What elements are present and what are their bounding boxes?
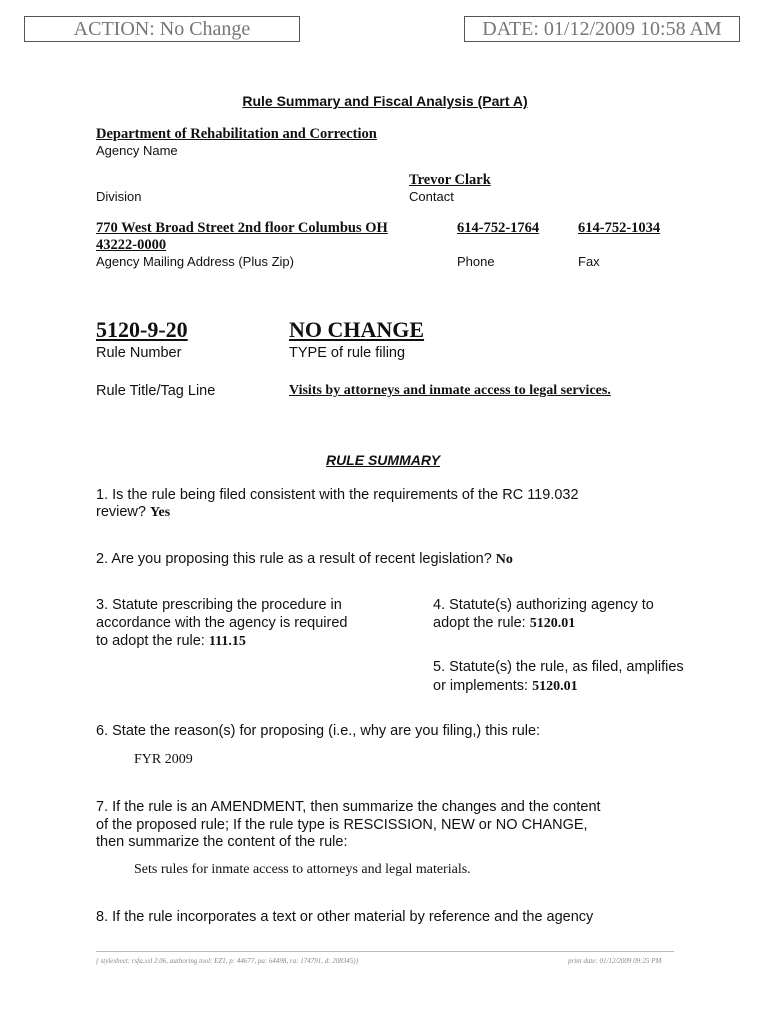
question-5-line2 bbox=[433, 677, 578, 696]
date-box bbox=[464, 16, 740, 42]
date-text: DATE: 01/12/2009 10:58 AM bbox=[482, 18, 722, 40]
contact-name: Trevor Clark bbox=[409, 172, 491, 188]
question-1-line1: 1. Is the rule being filed consistent with the requirements of the RC 119.032 bbox=[96, 487, 579, 503]
agency-name: Department of Rehabilitation and Correction bbox=[96, 126, 377, 142]
phone-label: Phone bbox=[457, 254, 495, 269]
question-2 bbox=[96, 550, 513, 569]
action-text: ACTION: No Change bbox=[73, 18, 251, 40]
question-4-answer: 5120.01 bbox=[529, 616, 576, 631]
question-3-line3 bbox=[96, 632, 246, 651]
rule-title: Visits by attorneys and inmate access to legal services. bbox=[289, 383, 611, 398]
question-7-answer: Sets rules for inmate access to attorneys and legal materials. bbox=[134, 862, 471, 877]
contact-label: Contact bbox=[409, 189, 454, 204]
action-box bbox=[24, 16, 300, 42]
division-label: Division bbox=[96, 189, 142, 204]
question-1-text: review? bbox=[96, 504, 146, 520]
question-4-text: adopt the rule: bbox=[433, 615, 526, 631]
question-1-line2 bbox=[96, 503, 170, 522]
rule-type: NO CHANGE bbox=[289, 317, 425, 342]
rule-type-label: TYPE of rule filing bbox=[289, 345, 406, 361]
rule-summary-heading: RULE SUMMARY bbox=[325, 452, 441, 468]
question-3-answer: 111.15 bbox=[208, 634, 246, 649]
question-2-answer: No bbox=[495, 552, 513, 567]
fax-value: 614-752-1034 bbox=[578, 220, 661, 236]
rule-title-label: Rule Title/Tag Line bbox=[96, 383, 216, 399]
question-5-answer: 5120.01 bbox=[532, 679, 578, 694]
agency-name-label: Agency Name bbox=[96, 143, 178, 158]
phone-value: 614-752-1764 bbox=[457, 220, 540, 236]
page-title: Rule Summary and Fiscal Analysis (Part A) bbox=[242, 93, 528, 109]
question-4-line1: 4. Statute(s) authorizing agency to bbox=[433, 597, 654, 613]
address-line2: 43222-0000 bbox=[96, 237, 167, 253]
question-2-text: 2. Are you proposing this rule as a result of recent legislation? bbox=[96, 551, 492, 567]
address-line1: 770 West Broad Street 2nd floor Columbus OH bbox=[96, 220, 388, 236]
footer-divider bbox=[96, 951, 674, 952]
question-3-line1: 3. Statute prescribing the procedure in bbox=[96, 597, 342, 613]
question-7-line2: of the proposed rule; If the rule type is RESCISSION, NEW or NO CHANGE, bbox=[96, 817, 588, 833]
address-label: Agency Mailing Address (Plus Zip) bbox=[96, 254, 294, 269]
question-7-line1: 7. If the rule is an AMENDMENT, then summarize the changes and the content bbox=[96, 799, 601, 815]
question-7-line3: then summarize the content of the rule: bbox=[96, 834, 348, 850]
question-3-line2: accordance with the agency is required bbox=[96, 615, 348, 631]
rule-number-label: Rule Number bbox=[96, 345, 182, 361]
question-5-text: or implements: bbox=[433, 678, 529, 694]
rule-number: 5120-9-20 bbox=[96, 317, 188, 342]
question-4-line2 bbox=[433, 614, 575, 633]
question-6-answer: FYR 2009 bbox=[134, 752, 193, 767]
question-5-line1: 5. Statute(s) the rule, as filed, amplifies bbox=[433, 659, 684, 675]
question-8-line1: 8. If the rule incorporates a text or other material by reference and the agency bbox=[96, 909, 594, 925]
question-1-answer: Yes bbox=[150, 505, 171, 520]
question-3-text: to adopt the rule: bbox=[96, 633, 205, 649]
question-6: 6. State the reason(s) for proposing (i.e., why are you filing,) this rule: bbox=[96, 723, 541, 739]
fax-label: Fax bbox=[578, 254, 600, 269]
footer-stylesheet-info: { stylesheet: rsfa.xsl 2.06, authoring tool: EZ1, p: 44677, pa: 64498, ra: 174791, d: 208345)} bbox=[96, 957, 359, 965]
footer-print-date: print date: 01/12/2009 09:25 PM bbox=[568, 957, 662, 965]
